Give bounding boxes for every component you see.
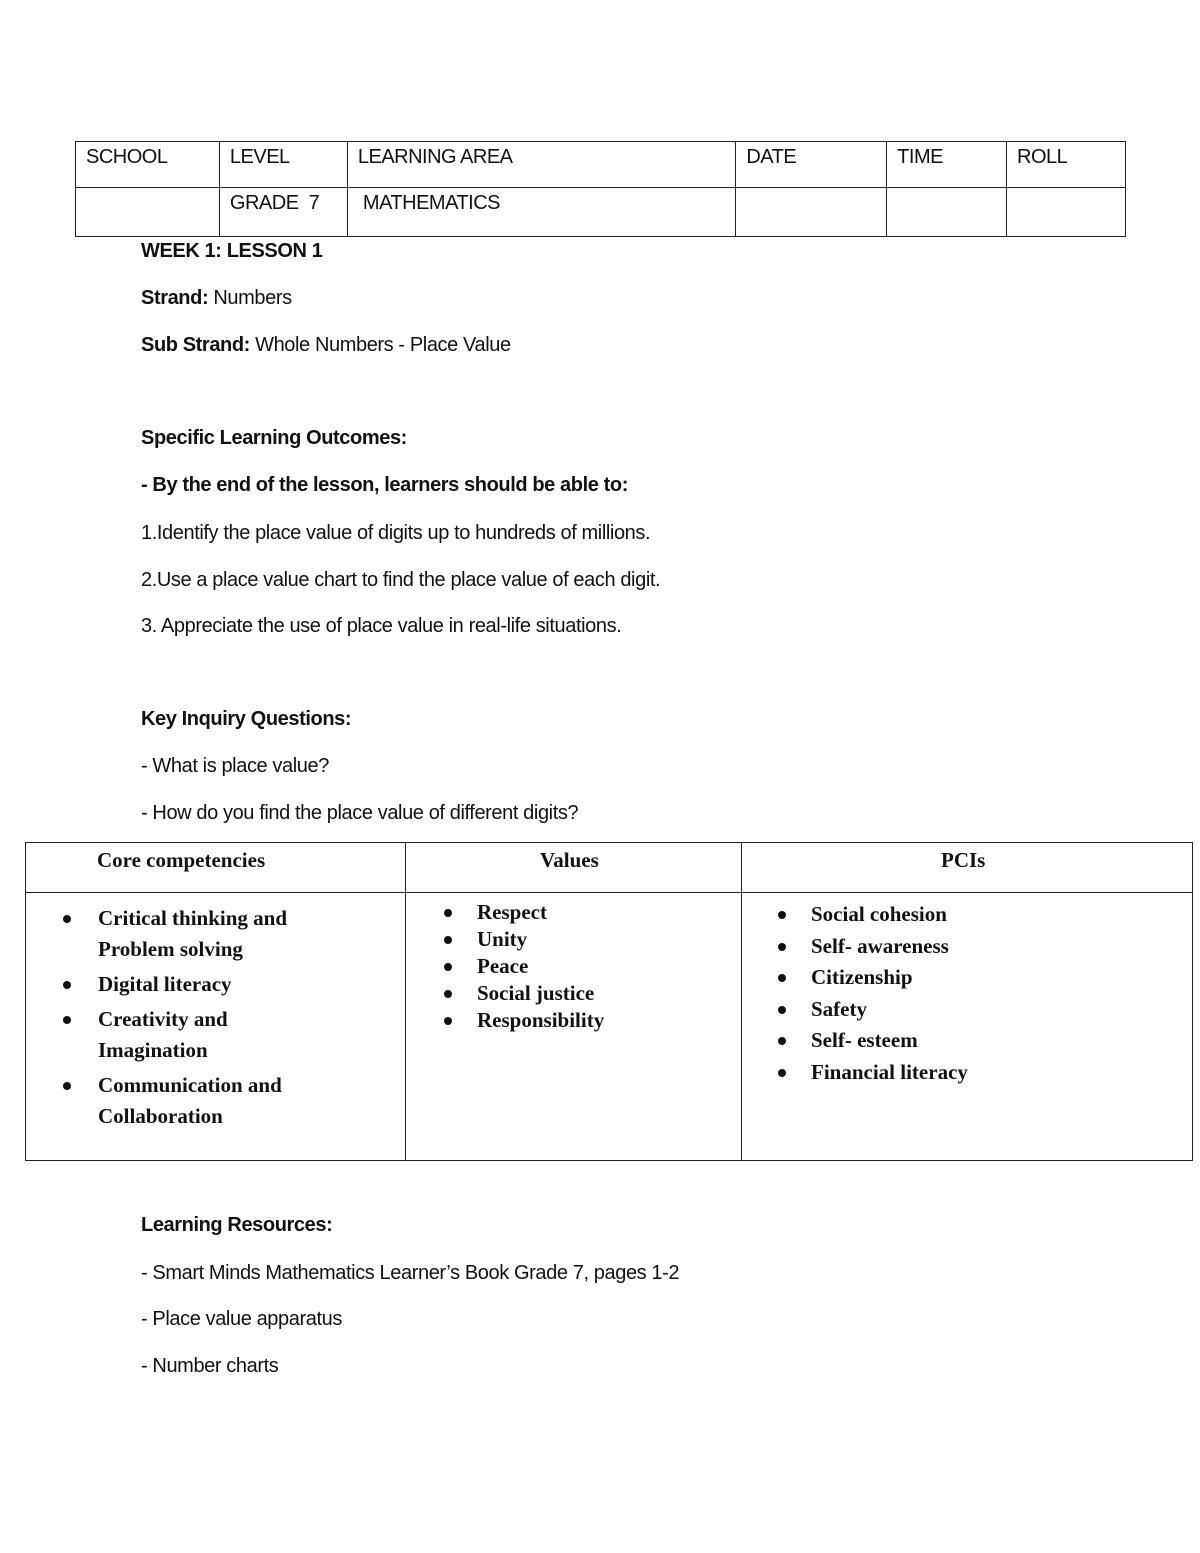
values-header: Values <box>540 848 599 872</box>
strand-label: Strand: <box>141 287 209 309</box>
list-item: Self- awareness <box>811 931 1192 963</box>
inquiry-question: - What is place value? <box>141 755 329 777</box>
list-item: Citizenship <box>811 962 1192 994</box>
value-school <box>76 188 220 237</box>
strand-value: Numbers <box>208 287 292 309</box>
core-competencies-header: Core competencies <box>97 848 266 872</box>
core-competencies-list <box>26 893 405 1132</box>
week-lesson-title: WEEK 1: LESSON 1 <box>141 240 323 262</box>
competencies-table <box>25 842 1193 1161</box>
substrand-value: Whole Numbers - Place Value <box>249 334 511 356</box>
pcis-header-cell <box>742 843 1193 893</box>
pcis-cell <box>742 893 1193 1161</box>
list-item: Critical thinking and Problem solving <box>98 903 328 965</box>
value-date <box>736 188 887 237</box>
list-item: Responsibility <box>477 1007 741 1034</box>
outcome-item: 2.Use a place value chart to find the place value of each digit. <box>141 569 661 591</box>
resources-heading: Learning Resources: <box>141 1214 333 1236</box>
substrand-line <box>141 334 511 357</box>
value-roll <box>1007 188 1126 237</box>
values-list <box>406 893 741 1034</box>
list-item: Communication and Collaboration <box>98 1070 328 1132</box>
list-item: Respect <box>477 899 741 926</box>
pcis-header: PCIs <box>941 848 986 872</box>
core-competencies-header-cell <box>26 843 406 893</box>
list-item: Unity <box>477 926 741 953</box>
values-header-cell <box>406 843 742 893</box>
lesson-header-table <box>75 141 1126 237</box>
list-item: Creativity and Imagination <box>98 1004 268 1066</box>
header-school: SCHOOL <box>76 142 220 188</box>
resource-item: - Smart Minds Mathematics Learner’s Book Grade 7, pages 1-2 <box>141 1262 680 1284</box>
outcomes-heading: Specific Learning Outcomes: <box>141 427 407 449</box>
value-level: GRADE 7 <box>219 188 347 237</box>
inquiry-heading: Key Inquiry Questions: <box>141 708 352 730</box>
list-item: Financial literacy <box>811 1057 1192 1089</box>
resource-item: - Place value apparatus <box>141 1308 342 1330</box>
values-cell <box>406 893 742 1161</box>
resource-item: - Number charts <box>141 1355 279 1377</box>
list-item: Peace <box>477 953 741 980</box>
pcis-list <box>742 893 1192 1088</box>
header-date: DATE <box>736 142 887 188</box>
value-time <box>887 188 1007 237</box>
substrand-label: Sub Strand: <box>141 334 250 356</box>
core-competencies-cell <box>26 893 406 1161</box>
value-learning-area: MATHEMATICS <box>347 188 736 237</box>
outcome-item: 1.Identify the place value of digits up to hundreds of millions. <box>141 522 651 544</box>
list-item: Digital literacy <box>98 969 405 1000</box>
inquiry-question: - How do you find the place value of different digits? <box>141 802 579 824</box>
outcome-item: 3. Appreciate the use of place value in real-life situations. <box>141 615 622 637</box>
header-time: TIME <box>887 142 1007 188</box>
outcomes-intro: - By the end of the lesson, learners should be able to: <box>141 474 628 496</box>
header-level: LEVEL <box>219 142 347 188</box>
header-roll: ROLL <box>1007 142 1126 188</box>
list-item: Social justice <box>477 980 741 1007</box>
list-item: Social cohesion <box>811 899 1192 931</box>
header-learning-area: LEARNING AREA <box>347 142 736 188</box>
list-item: Self- esteem <box>811 1025 1192 1057</box>
list-item: Safety <box>811 994 1192 1026</box>
strand-line <box>141 287 292 310</box>
